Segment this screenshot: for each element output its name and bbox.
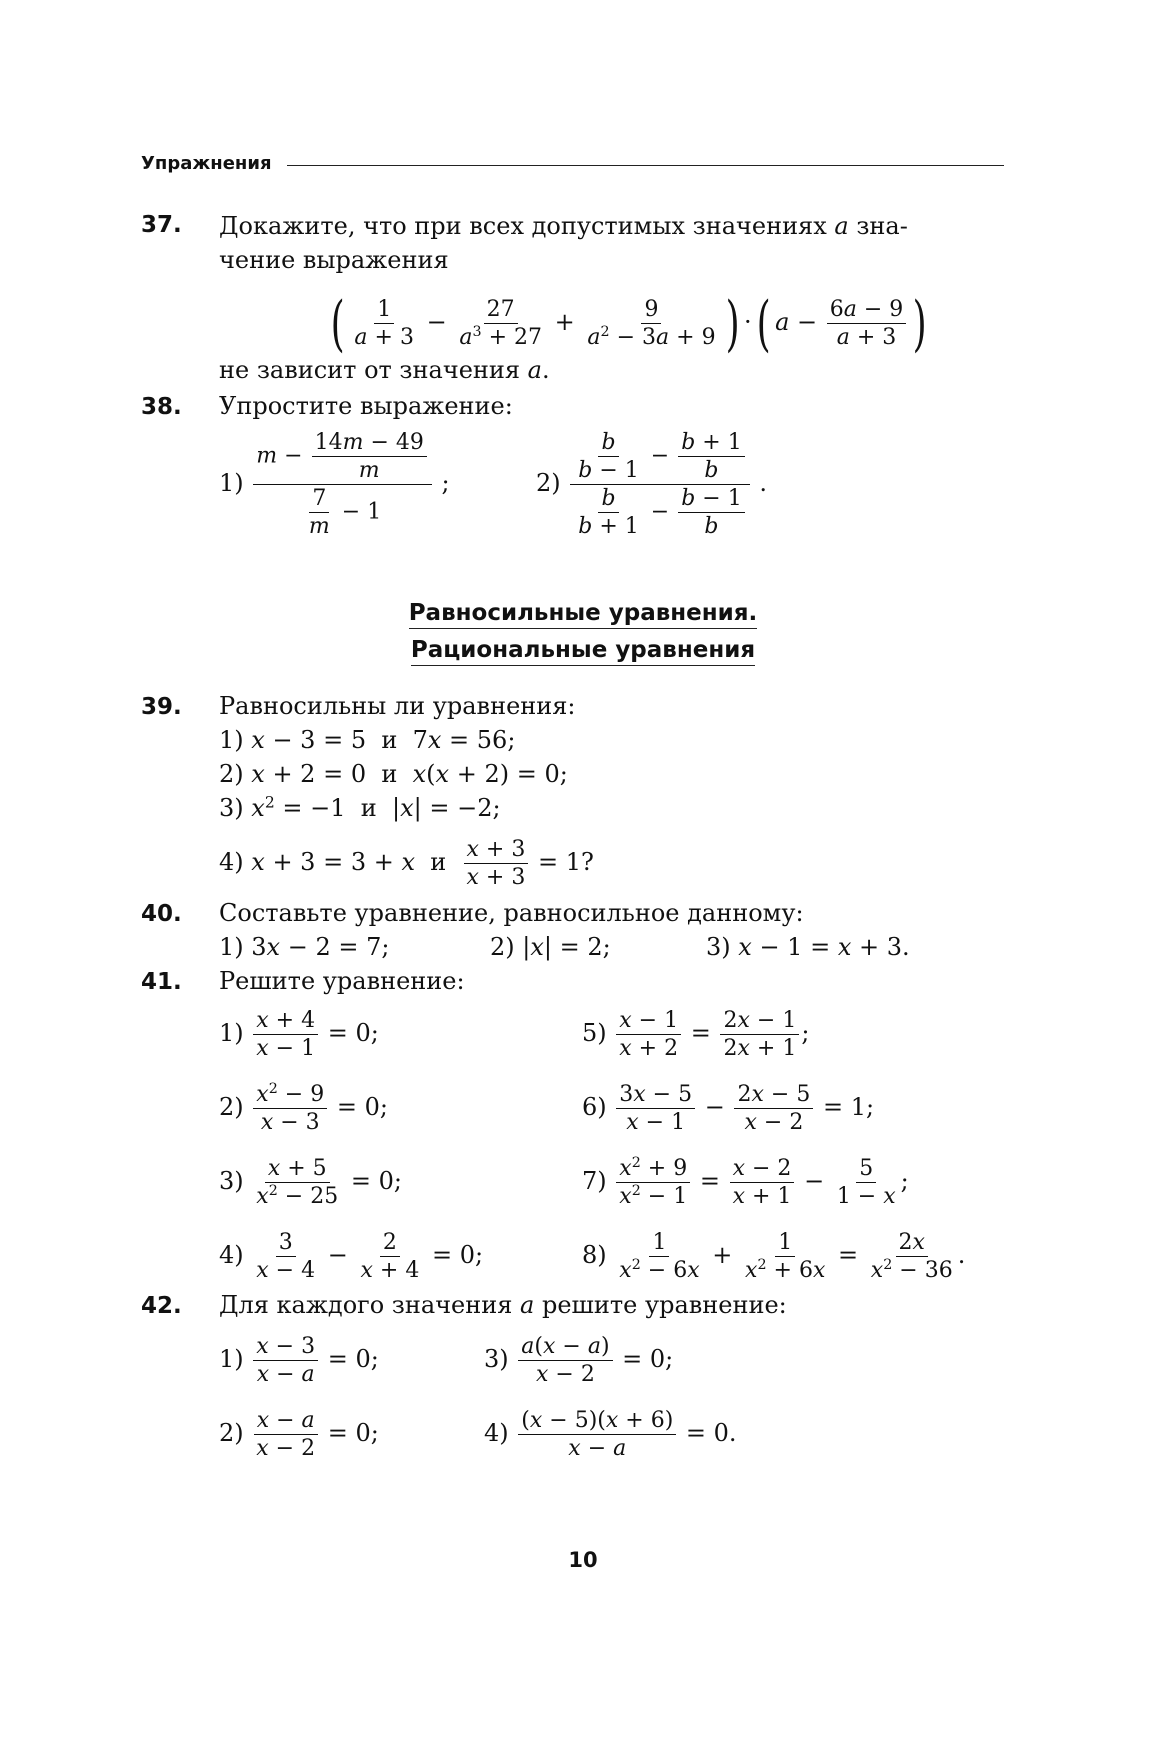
p42-text-b: решите уравнение:: [541, 1291, 787, 1319]
p40-item-3: 3) x − 1 = x + 3.: [706, 933, 910, 961]
problem-number-42: 42.: [141, 1293, 182, 1319]
section-title-line1: [0, 600, 1166, 629]
p41-text: Решите уравнение:: [219, 967, 465, 995]
p39-item-4: 4) x + 3 = 3 + x и $\frac{x + 3}{x + 3}$ = 1?: [219, 837, 594, 890]
p39-item-3: 3) $x^2 = -1$ и |x| = −2;: [219, 793, 501, 822]
p42-text: [219, 1289, 787, 1321]
p40-item-1: 1) 3x − 2 = 7;: [219, 933, 390, 961]
p41-item-6: 6) $\frac{3x - 5}{x - 1}$ − $\frac{2x - 5}{x - 2}$ = 1;: [582, 1082, 875, 1135]
p37-line3: [219, 354, 550, 386]
header-rule: [287, 165, 1004, 166]
p42-var: a: [520, 1291, 535, 1319]
header-title: Упражнения: [141, 153, 272, 174]
running-header: [141, 150, 1004, 180]
p37-line2: чение выражения: [219, 246, 449, 274]
section-title-text2: Рациональные уравнения: [411, 637, 755, 666]
problem-number-39: 39.: [141, 694, 182, 720]
p39-text: Равносильны ли уравнения:: [219, 692, 576, 720]
p37-var-a: a: [834, 212, 849, 240]
p38-label-2: 2): [536, 469, 561, 497]
page-number: 10: [568, 1548, 598, 1572]
p42-text-a: Для каждого значения: [219, 1291, 513, 1319]
p37-line1-end: зна-: [856, 212, 908, 240]
problem-number-37: 37.: [141, 212, 182, 238]
p37-line1: [219, 210, 908, 242]
p39-item-1: 1) x − 3 = 5 и 7x = 56;: [219, 726, 516, 754]
section-title-line2: [0, 637, 1166, 666]
p37-line3-text: не зависит от значения: [219, 356, 521, 384]
p40-text: Составьте уравнение, равносильное данному:: [219, 899, 804, 927]
p41-item-3: 3) $\frac{x + 5}{x^2 - 25}$ = 0;: [219, 1156, 402, 1209]
p41-item-5: 5) $\frac{x - 1}{x + 2}$ = $\frac{2x - 1}{2x + 1}$ ;: [582, 1008, 810, 1061]
p37-line3-var-a: a: [527, 356, 542, 384]
p37-line3-end: .: [541, 356, 550, 384]
p42-item-1: 1) $\frac{x - 3}{x - a}$ = 0;: [219, 1334, 379, 1387]
p38-item-2: 2) $\frac{b}{b - 1}$ − $\frac{b + 1}{b}$ $\frac{b}{b + 1}$ − $\frac{b - 1}{b}$ .: [536, 430, 767, 539]
problem-number-38: 38.: [141, 394, 182, 420]
problem-number-40: 40.: [141, 901, 182, 927]
section-title-text1: Равносильные уравнения.: [409, 600, 758, 629]
p42-item-3: 3) $\frac{a(x - a)}{x - 2}$ = 0;: [484, 1334, 674, 1387]
p39-item-2: 2) x + 2 = 0 и x(x + 2) = 0;: [219, 760, 568, 788]
problem-number-41: 41.: [141, 969, 182, 995]
p38-text: Упростите выражение:: [219, 392, 513, 420]
p40-item-2: 2) |x| = 2;: [490, 933, 611, 961]
p41-item-8: 8) $\frac{1}{x^2 - 6x}$ + $\frac{1}{x^2 + 6x}$ = $\frac{2x}{x^2 - 36}$ .: [582, 1230, 966, 1283]
p41-item-7: 7) $\frac{x^2 + 9}{x^2 - 1}$ = $\frac{x - 2}{x + 1}$ − $\frac{5}{1 - x}$ ;: [582, 1155, 909, 1209]
p41-item-1: 1) $\frac{x + 4}{x - 1}$ = 0;: [219, 1008, 379, 1061]
p38-item-1: 1) m − $\frac{14m - 49}{m}$ $\frac{7}{m}$ − 1 ;: [219, 430, 450, 539]
p38-label-1: 1): [219, 469, 244, 497]
p37-line1-text: Докажите, что при всех допустимых значениях: [219, 212, 827, 240]
p42-item-2: 2) $\frac{x - a}{x - 2}$ = 0;: [219, 1408, 379, 1461]
p41-item-4: 4) $\frac{3}{x - 4}$ − $\frac{2}{x + 4}$ = 0;: [219, 1230, 484, 1283]
p37-expression: ( $\frac{1}{a + 3}$ − $\frac{27}{a^3 + 27}$ + $\frac{9}{a^2 - 3a + 9}$ ) ·( a − $\frac{6a - 9}{a + 3}$ ): [330, 288, 928, 359]
p42-item-4: 4) $\frac{(x - 5)(x + 6)}{x - a}$ = 0.: [484, 1408, 737, 1461]
p41-item-2: 2) $\frac{x^2 - 9}{x - 3}$ = 0;: [219, 1081, 388, 1135]
